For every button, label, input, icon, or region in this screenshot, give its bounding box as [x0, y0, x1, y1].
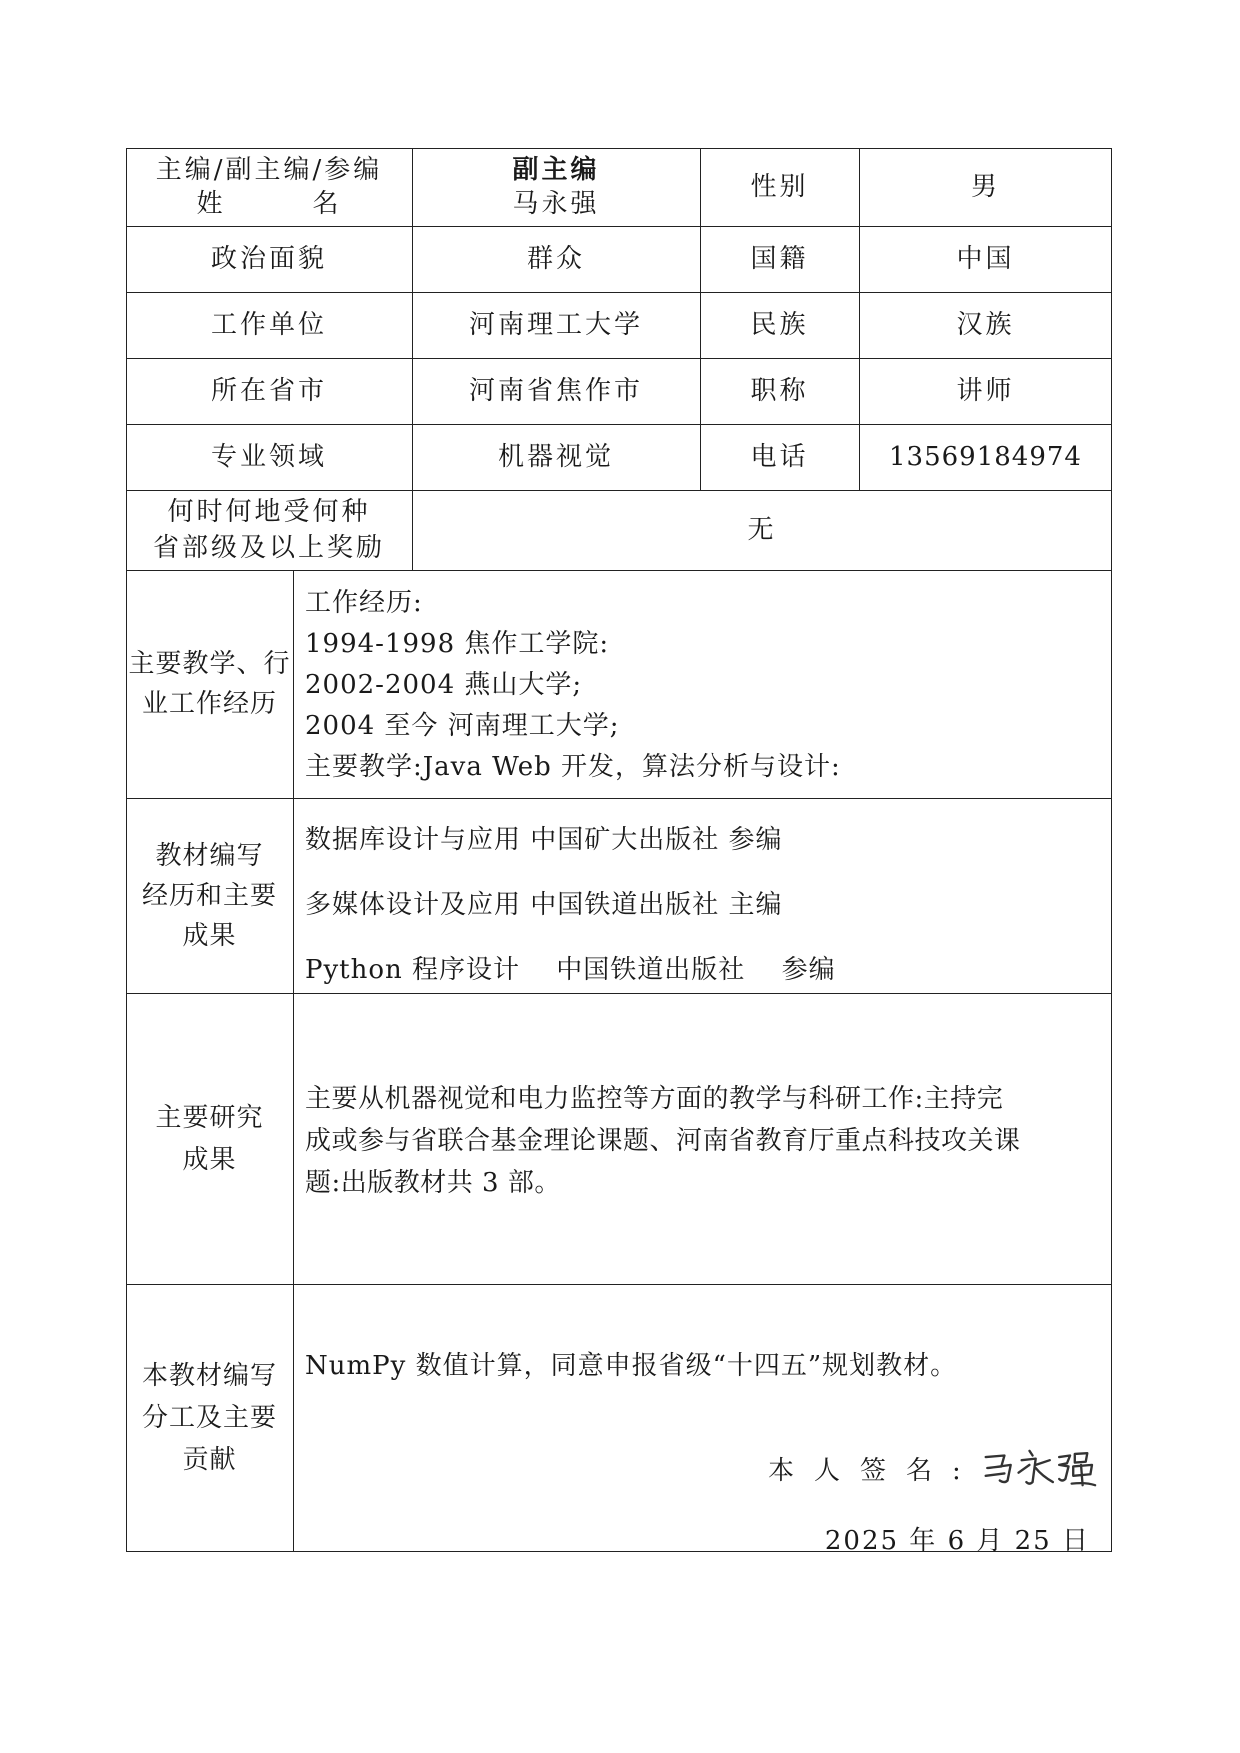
ethnicity-value [859, 292, 1112, 358]
research-line: 成或参与省联合基金理论课题、河南省教育厅重点科技攻关课 [305, 1126, 1021, 1156]
textbooks-label-line: 经历和主要 [141, 880, 277, 911]
field-value [412, 424, 700, 490]
research-content [305, 1078, 1105, 1204]
field-label [126, 424, 412, 490]
location-label-text: 所在省市 [210, 376, 327, 406]
textbook-entry: 数据库设计与应用 中国矿大出版社 参编 [305, 825, 783, 855]
textbooks-content [305, 808, 1105, 1003]
contribution-content [305, 1345, 1105, 1387]
contribution-label-line: 本教材编写 [141, 1361, 277, 1391]
political-status-label [126, 226, 412, 292]
experience-label [126, 570, 293, 798]
signature-date: 2025 年 6 月 25 日 [824, 1526, 1090, 1556]
awards-value-text: 无 [747, 515, 777, 545]
ethnicity-value-text: 汉族 [956, 310, 1015, 340]
contribution-label-line: 贡献 [182, 1445, 237, 1475]
awards-value [412, 490, 1112, 570]
title-label [700, 358, 859, 424]
phone-label-text: 电话 [750, 442, 809, 472]
research-label [126, 993, 293, 1284]
ethnicity-label [700, 292, 859, 358]
experience-label-line: 主要教学、行 [128, 649, 291, 679]
title-label-text: 职称 [750, 376, 809, 406]
experience-line: 1994-1998 焦作工学院: [305, 629, 610, 659]
signature-label: 本人签名: [768, 1455, 981, 1486]
location-value-text: 河南省焦作市 [468, 376, 643, 406]
field-label-text: 专业领域 [210, 442, 327, 472]
nationality-label-text: 国籍 [750, 244, 809, 274]
handwritten-signature [981, 1440, 1098, 1496]
ethnicity-label-text: 民族 [750, 310, 809, 340]
awards-label [126, 490, 412, 570]
role-name-label [126, 148, 412, 226]
role-value: 副主编 [512, 155, 600, 185]
awards-label-line: 何时何地受何种 [167, 497, 371, 527]
contribution-label [126, 1284, 293, 1552]
awards-label-line: 省部级及以上奖励 [152, 533, 385, 563]
experience-line: 2002-2004 燕山大学; [305, 670, 583, 700]
location-value [412, 358, 700, 424]
name-value: 马永强 [512, 189, 600, 219]
research-line: 主要从机器视觉和电力监控等方面的教学与科研工作:主持完 [305, 1084, 1004, 1114]
nationality-value [859, 226, 1112, 292]
contribution-label-line: 分工及主要 [141, 1403, 277, 1433]
textbook-entry: Python 程序设计 中国铁道出版社 参编 [305, 955, 836, 985]
experience-content [305, 583, 1105, 788]
political-status-value-text: 群众 [526, 244, 585, 274]
gender-value [859, 148, 1112, 226]
research-label-line: 主要研究 [155, 1102, 264, 1133]
contribution-text: NumPy 数值计算，同意申报省级“十四五”规划教材。 [305, 1351, 958, 1381]
nationality-label [700, 226, 859, 292]
experience-line: 主要教学:Java Web 开发，算法分析与设计: [305, 752, 841, 782]
experience-label-line: 业工作经历 [141, 689, 277, 719]
nationality-value-text: 中国 [956, 244, 1015, 274]
title-value [859, 358, 1112, 424]
experience-line: 工作经历: [305, 588, 423, 618]
signature-row [768, 1440, 1098, 1496]
research-line: 题:出版教材共 3 部。 [305, 1168, 561, 1198]
textbooks-label [126, 798, 293, 993]
column-divider [293, 570, 294, 1552]
name-label-line: 姓 名 [196, 189, 342, 219]
role-label-line: 主编/副主编/参编 [155, 155, 383, 185]
workplace-label [126, 292, 412, 358]
gender-label [700, 148, 859, 226]
experience-line: 2004 至今 河南理工大学; [305, 711, 620, 741]
location-label [126, 358, 412, 424]
workplace-value-text: 河南理工大学 [468, 310, 643, 340]
textbooks-label-line: 成果 [182, 920, 237, 951]
workplace-label-text: 工作单位 [210, 310, 327, 340]
title-value-text: 讲师 [956, 376, 1015, 406]
phone-value-text: 13569184974 [889, 442, 1082, 472]
role-name-value [412, 148, 700, 226]
field-value-text: 机器视觉 [497, 442, 614, 472]
phone-label [700, 424, 859, 490]
phone-value [859, 424, 1112, 490]
political-status-value [412, 226, 700, 292]
gender-label-text: 性别 [750, 172, 809, 202]
workplace-value [412, 292, 700, 358]
gender-value-text: 男 [970, 172, 1000, 202]
textbook-entry: 多媒体设计及应用 中国铁道出版社 主编 [305, 890, 783, 920]
political-status-label-text: 政治面貌 [210, 244, 327, 274]
textbooks-label-line: 教材编写 [155, 840, 264, 871]
research-label-line: 成果 [182, 1144, 237, 1175]
